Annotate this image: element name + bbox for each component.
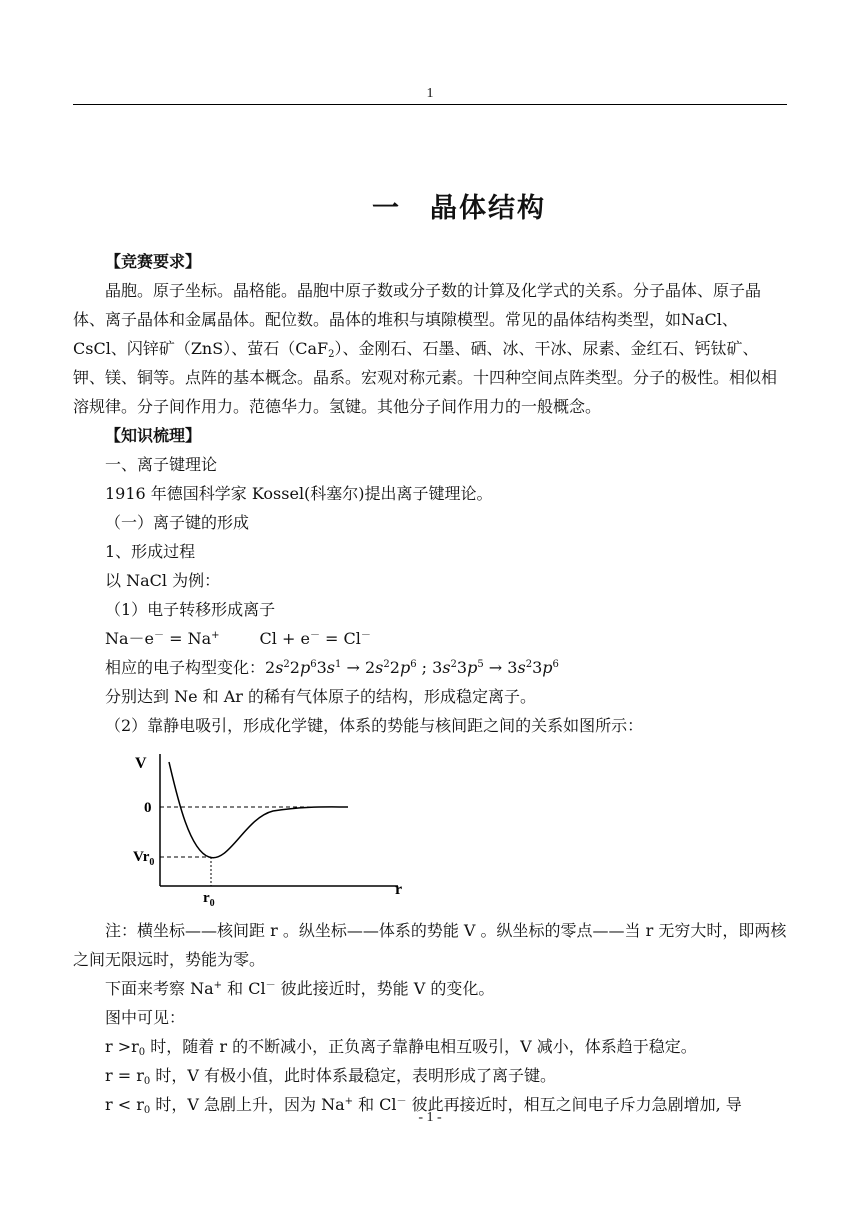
section-ionic-bond: 一、离子键理论 bbox=[105, 455, 218, 474]
electron-config-change: 相应的电子构型变化：$2s^22p^63s^1 \to 2s^22p^6$ ; $3s^23p^5 \to 3s^23p^6$ bbox=[105, 658, 559, 677]
vr0-label: $Vr_0$ bbox=[133, 849, 155, 868]
zero-label: 0 bbox=[144, 800, 152, 816]
kossel-line: 1916 年德国科学家 Kossel(科塞尔)提出离子键理论。 bbox=[105, 484, 493, 503]
case-r-less: $r < r_0$ 时，V 急剧上升，因为 Na+ 和 Cl－ 彼此再接近时，相互之间电子斥力急剧增加, 导 bbox=[105, 1095, 742, 1116]
potential-curve bbox=[169, 762, 348, 858]
knowledge-heading: 【知识梳理】 bbox=[105, 426, 202, 445]
case-r-equal: $r = r_0$ 时，V 有极小值，此时体系最稳定，表明形成了离子键。 bbox=[105, 1066, 556, 1087]
document-body bbox=[73, 247, 787, 1119]
chapter-title: 一 晶体结构 bbox=[372, 193, 546, 224]
electron-transfer: （1）电子转移形成离子 bbox=[105, 600, 276, 619]
consider-line: 下面来考察 Na+ 和 Cl－ 彼此接近时，势能 V 的变化。 bbox=[105, 979, 495, 998]
noble-gas-line: 分别达到 Ne 和 Ar 的稀有气体原子的结构，形成稳定离子。 bbox=[105, 687, 537, 706]
header-rule bbox=[73, 104, 787, 105]
visible-line: 图中可见： bbox=[105, 1008, 186, 1027]
electrostatic-line: （2）靠静电吸引，形成化学键，体系的势能与核间距之间的关系如图所示： bbox=[105, 716, 644, 735]
figure-note: 注：横坐标——核间距 r 。纵坐标——体系的势能 V 。纵坐标的零点——当 r 无穷大时，即两核之间无限远时，势能为零。 bbox=[73, 921, 787, 969]
nacl-example: 以 NaCl 为例： bbox=[105, 571, 221, 590]
footer-page-number: - 1 - bbox=[418, 1110, 442, 1125]
x-axis-label: r bbox=[395, 881, 403, 898]
y-axis-label: V bbox=[135, 755, 147, 772]
potential-energy-figure bbox=[73, 746, 787, 906]
potential-curve-svg bbox=[133, 746, 433, 906]
header-page-number: 1 bbox=[426, 86, 434, 101]
subsection-formation: （一）离子键的形成 bbox=[105, 513, 250, 532]
r0-label: $r_0$ bbox=[203, 890, 215, 906]
requirements-heading: 【竞赛要求】 bbox=[105, 252, 202, 271]
ion-equations: Na－e－ = Na+ Cl + e－ = Cl－ bbox=[105, 629, 371, 648]
formation-process: 1、形成过程 bbox=[105, 542, 196, 561]
case-r-greater: $r >r_0$ 时，随着 r 的不断减小，正负离子靠静电相互吸引，V 减小，体系趋于稳定。 bbox=[105, 1037, 697, 1058]
requirements-paragraph: 晶胞。原子坐标。晶格能。晶胞中原子数或分子数的计算及化学式的关系。分子晶体、原子晶体、离子晶体和金属晶体。配位数。晶体的堆积与填隙模型。常见的晶体结构类型，如NaCl、CsCl、闪锌矿（ZnS）、萤石（CaF$_2$）、金刚石、石墨、硒、冰、干冰、尿素、金红石、钙钛矿、钾、镁、铜等。点阵的基本概念。晶系。宏观对称元素。十四种空间点阵类型。分子的极性。相似相溶规律。分子间作用力。范德华力。氢键。其他分子间作用力的一般概念。 bbox=[73, 281, 778, 416]
